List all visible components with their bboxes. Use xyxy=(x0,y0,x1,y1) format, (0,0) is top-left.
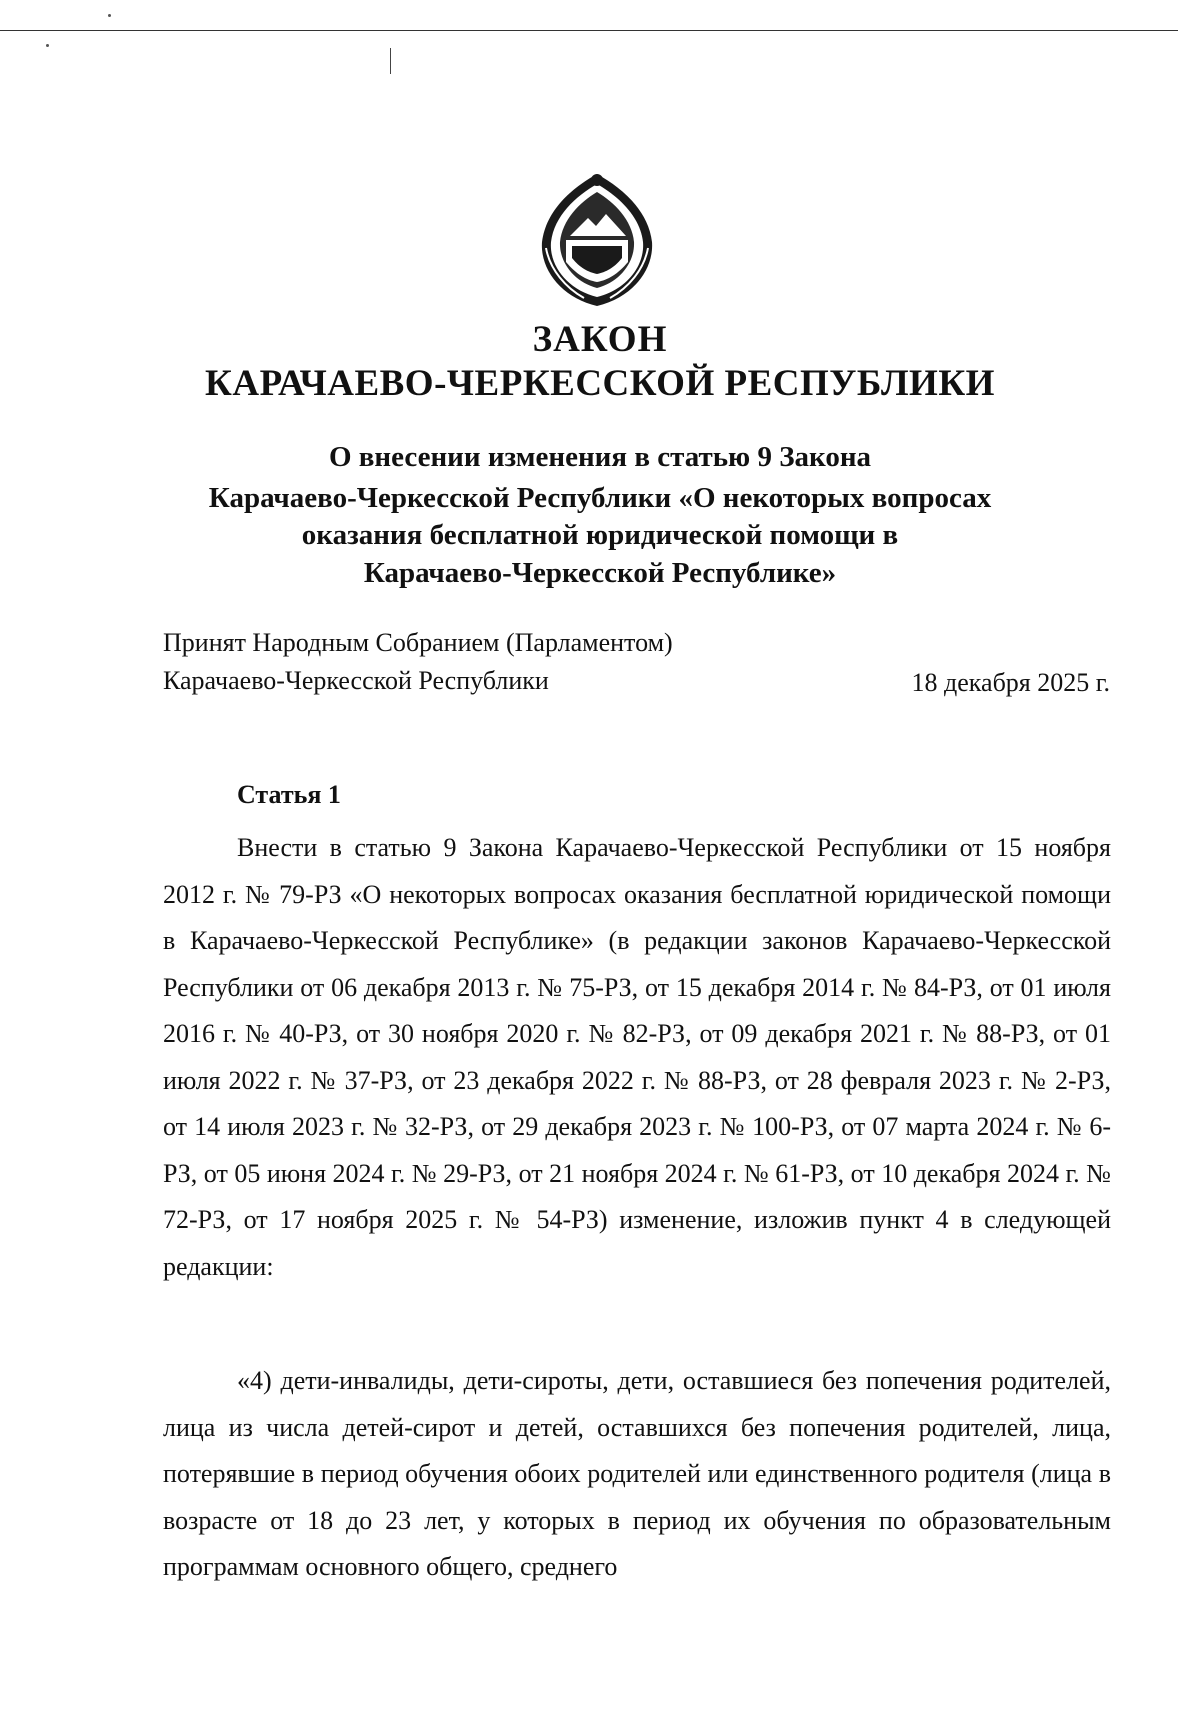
article-heading: Статья 1 xyxy=(237,780,341,809)
adoption-body-line: Карачаево-Черкесской Республики xyxy=(163,666,549,695)
law-subject-line: Карачаево-Черкесской Республике» xyxy=(363,557,837,589)
law-title: ЗАКОН xyxy=(532,319,668,360)
law-subject-line: О внесении изменения в статью 9 Закона xyxy=(328,441,872,473)
scan-artifact-dot xyxy=(108,14,111,17)
law-subject-line: оказания бесплатной юридической помощи в xyxy=(301,519,899,551)
article-paragraph: Внести в статью 9 Закона Карачаево-Черкесской Республики от 15 ноября 2012 г. № 79-РЗ «О некоторых вопросах оказания бесплатной юридической помощи в Карачаево-Черкесской Республике» (в редакции законов Карачаево-Черкесской Республики от 06 декабря 2013 г. № 75-РЗ, от 15 декабря 2014 г. № 84-РЗ, от 01 июля 2016 г. № 40-РЗ, от 30 ноября 2020 г. № 82-РЗ, от 09 декабря 2021 г. № 88-РЗ, от 01 июля 2022 г. № 37-РЗ, от 23 декабря 2022 г. № 88-РЗ, от 28 февраля 2023 г. № 2-РЗ, от 14 июля 2023 г. № 32-РЗ, от 29 декабря 2023 г. № 100-РЗ, от 07 марта 2024 г. № 6-РЗ, от 05 июня 2024 г. № 29-РЗ, от 21 ноября 2024 г. № 61-РЗ, от 10 декабря 2024 г. № 72-РЗ, от 17 ноября 2025 г. № 54-РЗ) изменение, изложив пункт 4 в следующей редакции: xyxy=(163,833,1111,1281)
article-paragraph: «4) дети-инвалиды, дети-сироты, дети, оставшиеся без попечения родителей, лица из числа детей-сирот и детей, оставшихся без попечения родителей, лица, потерявшие в период обучения обоих родителей или единственного родителя (лица в возрасте от 18 до 23 лет, у которых в период их обучения по образовательным программам основного общего, среднего xyxy=(163,1366,1111,1581)
law-subject-line: Карачаево-Черкесской Республики «О некоторых вопросах xyxy=(208,482,992,514)
adoption-date: 18 декабря 2025 г. xyxy=(911,668,1110,697)
scan-artifact-tick xyxy=(390,48,391,74)
coat-of-arms-emblem xyxy=(532,170,662,310)
scan-border-line xyxy=(0,30,1178,31)
adoption-body-line: Принят Народным Собранием (Парламентом) xyxy=(163,628,673,657)
scan-artifact-dot xyxy=(46,44,49,47)
republic-title: КАРАЧАЕВО-ЧЕРКЕССКОЙ РЕСПУБЛИКИ xyxy=(205,363,995,404)
